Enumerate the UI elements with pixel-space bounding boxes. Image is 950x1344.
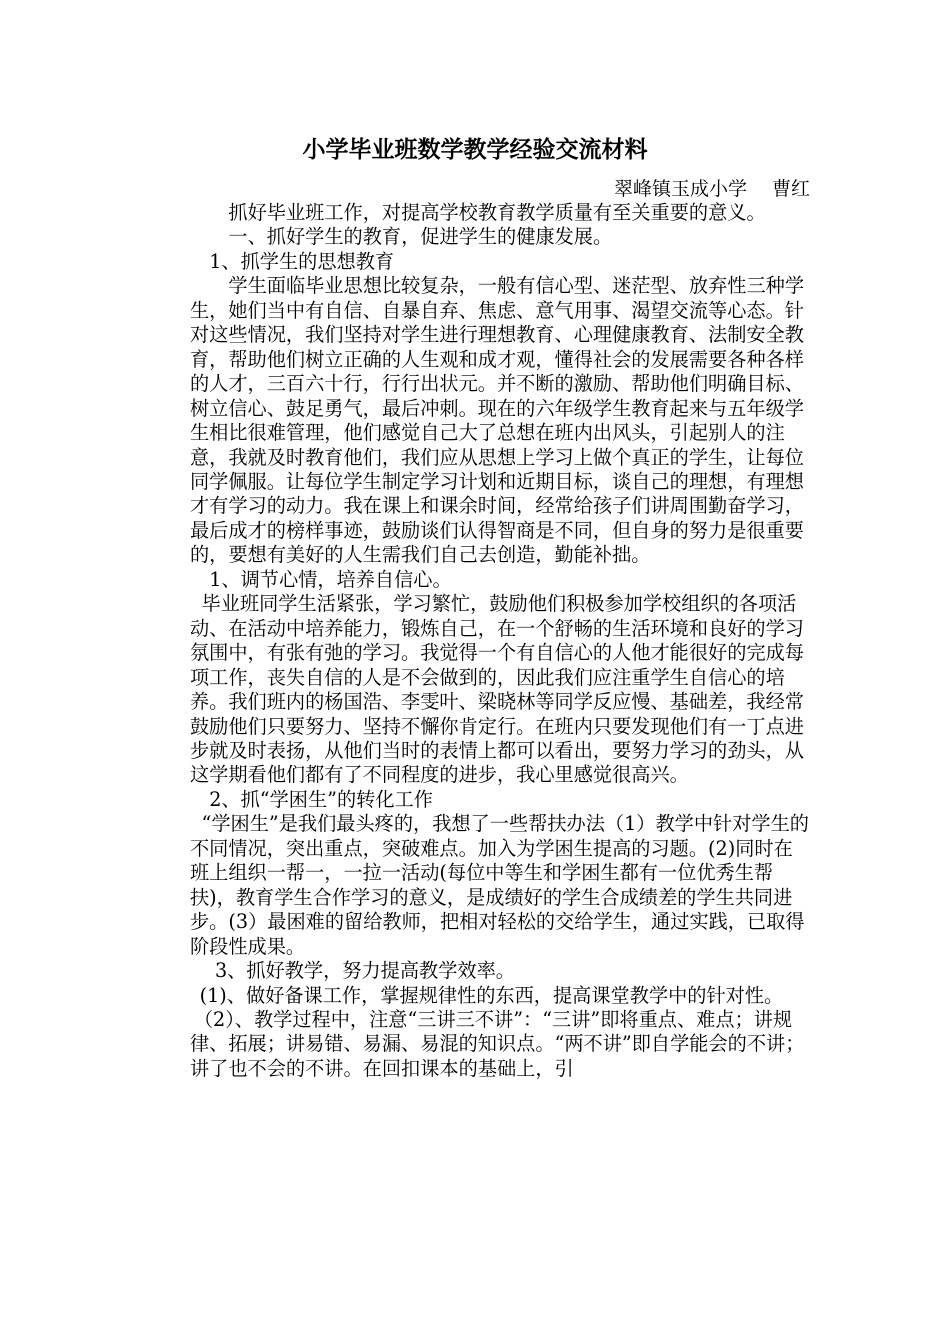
- subheading-thought-education: 1、抓学生的思想教育: [209, 249, 395, 273]
- document-body: [190, 201, 810, 1081]
- paragraph-struggling-students: “学困生”是我们最头疼的，我想了一些帮扶办法（1）教学中针对学生的不同情况，突出重点，突破难点。加入为学困生提高的习题。(2)同时在班上组织一帮一，一拉一活动(每位中等生和学困生都有一位优秀生帮扶)，教育学生合作学习的意义，是成绩好的学生合成绩差的学生共同进步。(3）最困难的留给教师，把相对轻松的交给学生，通过实践，已取得阶段性成果。: [190, 812, 809, 958]
- subheading-teaching: 3、抓好教学，努力提高教学效率。: [214, 959, 515, 983]
- paragraph-confidence: 毕业班同学生活紧张，学习繁忙，鼓励他们积极参加学校组织的各项活动、在活动中培养能力，锻炼自己，在一个舒畅的生活环境和良好的学习氛围中，有张有弛的学习。我觉得一个有自信心的人他才能很好的完成每项工作，丧失自信的人是不会做到的，因此我们应注重学生自信心的培养。我们班内的杨国浩、李雯叶、梁晓林等同学反应慢、基础差，我经常鼓励他们只要努力、坚持不懈你肯定行。在班内只要发现他们有一丁点进步就及时表扬，从他们当时的表情上都可以看出，要努力学习的劲头，从这学期看他们都有了不同程度的进步，我心里感觉很高兴。: [190, 592, 804, 787]
- section-heading-1: 一、抓好学生的教育，促进学生的健康发展。: [228, 225, 613, 249]
- paragraph-lesson-prep: (1)、做好备课工作，掌握规律性的东西，提高课堂教学中的针对性。: [199, 983, 784, 1007]
- subheading-struggling-students: 2、抓“学困生”的转化工作: [209, 787, 433, 811]
- paragraph-teaching-process: （2）、教学过程中，注意“三讲三不讲”：“三讲”即将重点、难点；讲规律、拓展；讲易错、易漏、易混的知识点。“两不讲”即自学能会的不讲；讲了也不会的不讲。在回扣课本的基础上，引: [190, 1007, 805, 1080]
- author-line: 翠峰镇玉成小学 曹红: [613, 178, 810, 200]
- paragraph-thought-education: 学生面临毕业思想比较复杂，一般有信心型、迷茫型、放弃性三种学生，她们当中有自信、自暴自弃、焦虑、意气用事、渴望交流等心态。针对这些情况，我们坚持对学生进行理想教育、心理健康教育、法制安全教育，帮助他们树立正确的人生观和成才观，懂得社会的发展需要各种各样的人才，三百六十行，行行出状元。并不断的激励、帮助他们明确目标、树立信心、鼓足勇气，最后冲刺。现在的六年级学生教育起来与五年级学生相比很难管理，他们感觉自己大了总想在班内出风头，引起别人的注意，我就及时教育他们，我们应从思想上学习上做个真正的学生，让每位同学佩服。让每位学生制定学习计划和近期目标，谈自己的理想，有理想才有学习的动力。我在课上和课余时间，经常给孩子们讲周围勤奋学习，最后成才的榜样事迹，鼓励谈们认得智商是不同，但自身的努力是很重要的，要想有美好的人生需我们自己去创造，勤能补拙。: [190, 274, 805, 567]
- subheading-confidence: 1、调节心情，培养自信心。: [209, 567, 452, 591]
- paragraph-intro: 抓好毕业班工作，对提高学校教育教学质量有至关重要的意义。: [228, 201, 766, 224]
- document-title: 小学毕业班数学教学经验交流材料: [302, 136, 648, 163]
